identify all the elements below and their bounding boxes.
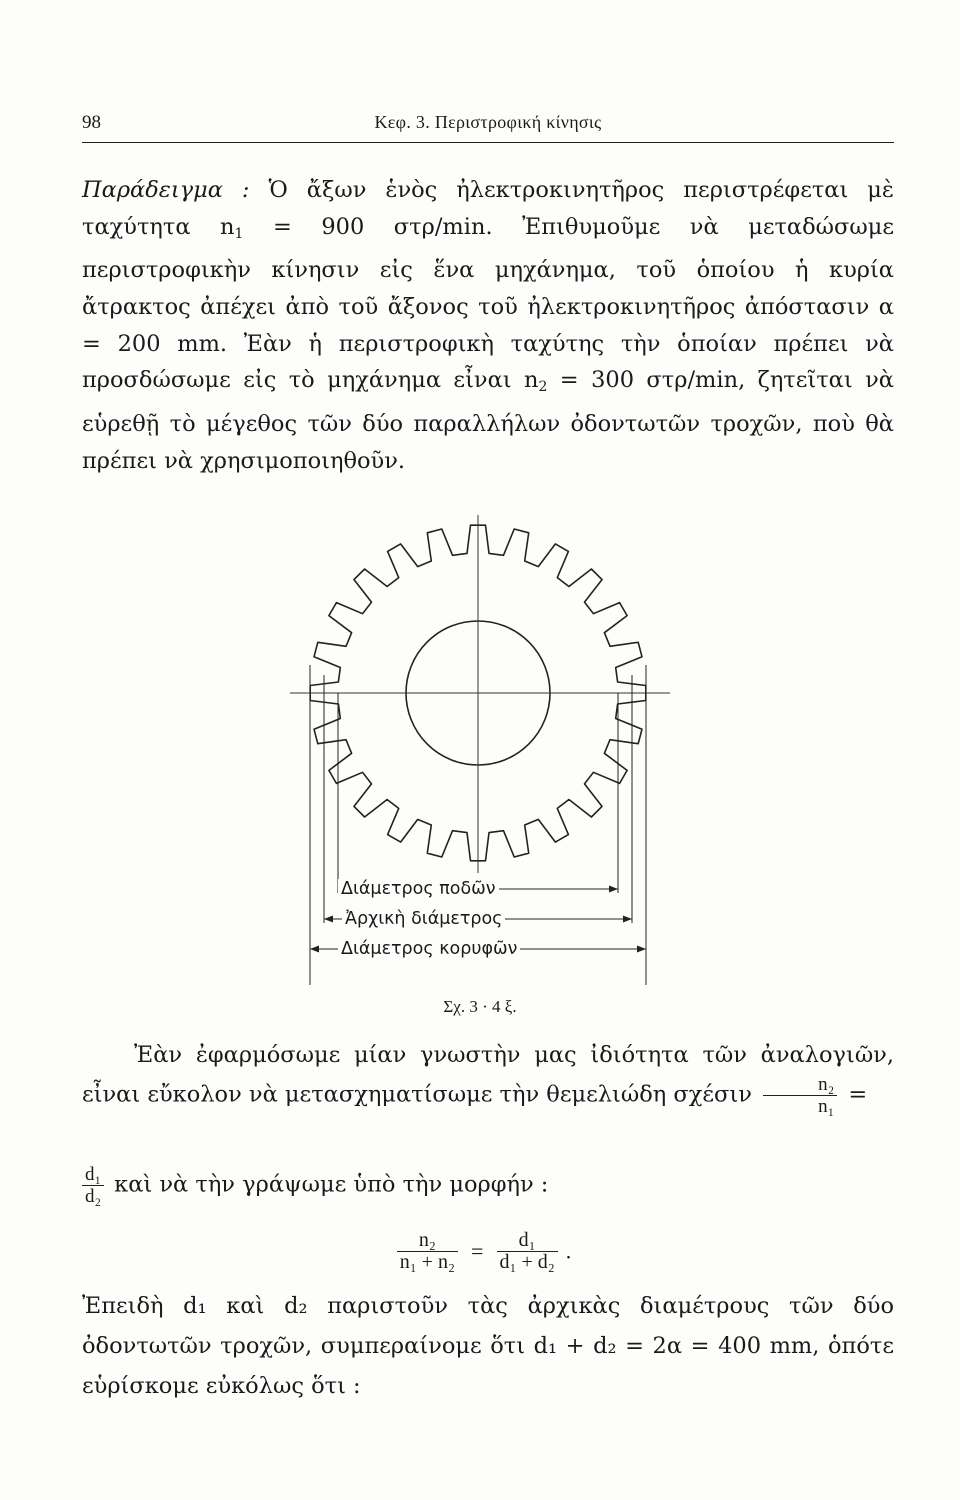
property-text-b: καὶ νὰ τὴν γράψωμε ὑπὸ τὴν μορφήν : (114, 1171, 549, 1198)
running-title: Κεφ. 3. Περιστροφική κίνησις (374, 112, 602, 132)
subscript-1: 1 (234, 225, 244, 242)
arrowhead-right (609, 886, 618, 893)
rhs-fraction (497, 1230, 558, 1273)
pitch-diameter-label: Ἀρχικὴ διάμετρος (342, 909, 505, 929)
gear-figure (270, 515, 690, 1005)
arrowhead-right (623, 916, 632, 923)
property-paragraph (82, 1036, 894, 1117)
equation-period: . (565, 1238, 572, 1264)
lhs-denominator: n₁ + n₂ (399, 1251, 455, 1273)
subscript-2: 2 (538, 379, 548, 396)
property-text-a: Ἐὰν ἐφαρμόσωμε μίαν γνωστὴν μας ἰδιότητα τῶν ἀναλογιῶν, εἶναι εὔκολον νὰ μετασχηματίσωμε τὴν θεμελιώδη σχέσιν (82, 1042, 894, 1108)
figure-caption: Σχ. 3 · 4 ξ. (443, 997, 517, 1016)
property-continuation (82, 1164, 548, 1207)
ratio-n-fraction (763, 1074, 837, 1117)
example-text-a: Ὁ ἄξων ἑνὸς ἠλεκτροκινητῆρος περιστρέφεται μὲ ταχύτητα n (82, 177, 894, 240)
fraction-denominator: d₂ (85, 1186, 102, 1207)
example-paragraph (82, 172, 894, 479)
fraction-numerator: d₁ (82, 1164, 104, 1186)
example-text-c: = 300 στρ/min, ζητεῖται νὰ εὑρεθῇ τὸ μέγεθος τῶν δύο παραλλήλων ὀδοντωτῶν τροχῶν, ποὺ θὰ πρέπει νὰ χρησιμοποιηθοῦν. (82, 367, 894, 474)
arrowhead-right (637, 946, 646, 953)
proportion-equation (0, 1230, 960, 1273)
page-header (82, 112, 894, 143)
conclusion-paragraph: Ἐπειδὴ d₁ καὶ d₂ παριστοῦν τὰς ἀρχικὰς διαμέτρους τῶν δύο ὀδοντωτῶν τροχῶν, συμπεραίνομε ὅτι d₁ + d₂ = 2α = 400 mm, ὁπότε εὑρίσκομε εὐκόλως ὅτι : (82, 1293, 894, 1399)
tip-diameter-label: Διάμετρος κορυφῶν (338, 939, 520, 959)
arrowhead-left (310, 946, 319, 953)
fraction-numerator: n₂ (763, 1074, 837, 1096)
root-diameter-label: Διάμετρος ποδῶν (338, 879, 499, 899)
lhs-numerator: n₂ (397, 1230, 458, 1252)
rhs-numerator: d₁ (497, 1230, 558, 1252)
fraction-denominator: n₁ (818, 1096, 835, 1117)
example-lead: Παράδειγμα : (82, 177, 250, 203)
equals-sign: = (841, 1081, 868, 1108)
arrowhead-left (324, 916, 333, 923)
equation-equals: = (471, 1238, 484, 1264)
page-number: 98 (82, 112, 101, 133)
rhs-denominator: d₁ + d₂ (499, 1251, 555, 1273)
ratio-d-fraction (82, 1164, 104, 1207)
gear-diagram (270, 515, 690, 1005)
lhs-fraction (397, 1230, 458, 1273)
example-text-b: = 900 στρ/min. Ἐπιθυμοῦμε νὰ μεταδώσωμε περιστροφικὴν κίνησιν εἰς ἕνα μηχάνημα, τοῦ ὁποίου ἡ κυρία ἄτρακτος ἀπέχει ἀπὸ τοῦ ἄξονος τοῦ ἠλεκτροκινητῆρος ἀπόστασιν α = 200 mm. Ἐὰν ἡ περιστροφικὴ ταχύτης τὴν ὁποίαν πρέπει νὰ προσδώσωμε εἰς τὸ μηχάνημα εἶναι n (82, 213, 894, 394)
